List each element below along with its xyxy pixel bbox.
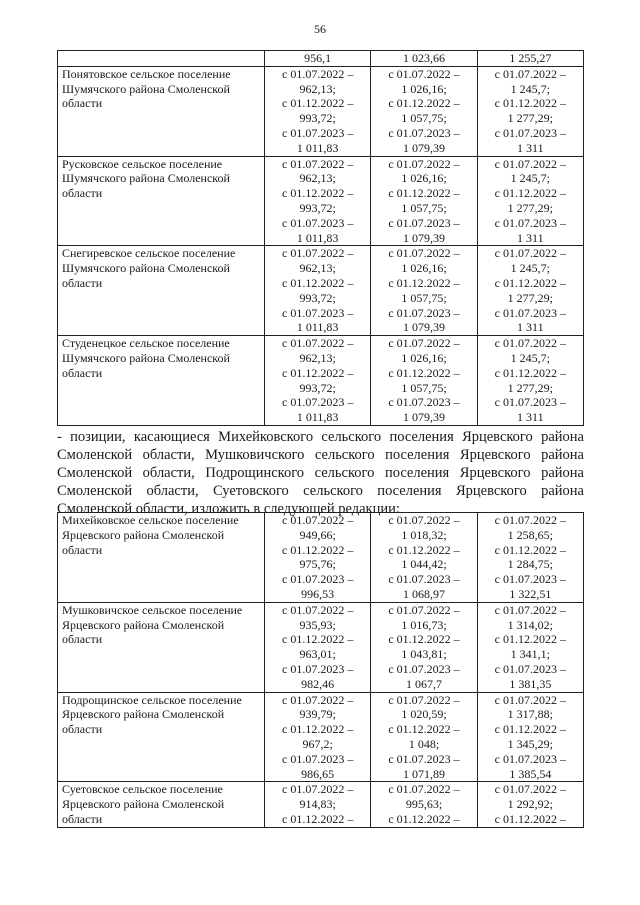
tariff-cell <box>265 246 371 336</box>
tariff-line: с 01.07.2022 – <box>282 156 354 171</box>
tariff-line: 1 057,75; <box>401 111 447 126</box>
tariff-line: 1 079,39 <box>402 410 445 425</box>
tariff-line: 1 043,81; <box>401 647 447 662</box>
table-cell: 956,1 <box>265 51 371 67</box>
table-row <box>58 336 584 426</box>
tariff-line: с 01.07.2023 – <box>494 305 566 320</box>
instruction-paragraph: - позиции, касающиеся Михейковского сельского поселения Ярцевского района Смоленской области, Мушковичского сельского поселения Ярцевского района Смоленской области, Подрощинского сельского поселения Ярцевского района Смоленской области, Суетовского сельского поселения Ярцевского района Смоленской области, изложить в следующей редакции: <box>57 429 584 517</box>
tariff-line: 1 079,39 <box>402 140 445 155</box>
tariff-line: 962,13; <box>299 350 336 365</box>
settlement-name: Русковское сельское поселение Шумячского района Смоленской области <box>58 156 265 246</box>
tariff-line: с 01.07.2023 – <box>282 395 354 410</box>
table-row <box>58 66 584 156</box>
tariff-line: 1 317,88; <box>507 707 553 722</box>
tariff-line: 986,65 <box>301 766 335 781</box>
tariff-line: 1 016,73; <box>401 617 447 632</box>
tariff-cell <box>477 336 583 426</box>
tariff-line: 962,13; <box>299 261 336 276</box>
tariff-line: с 01.07.2022 – <box>282 602 354 617</box>
tariff-line: с 01.12.2022 – <box>494 275 566 290</box>
tariff-line: с 01.07.2022 – <box>388 336 460 351</box>
tariff-line: с 01.07.2022 – <box>388 66 460 81</box>
tariff-line: 1 322,51 <box>509 586 552 601</box>
table-row <box>58 602 584 692</box>
tariff-line: 993,72; <box>299 111 336 126</box>
tariff-line: 1 258,65; <box>507 527 553 542</box>
tariff-line: с 01.07.2022 – <box>494 692 566 707</box>
tariff-line: с 01.07.2023 – <box>282 572 354 587</box>
tariff-line: с 01.12.2022 – <box>494 811 566 826</box>
tariff-line: с 01.12.2022 – <box>388 365 460 380</box>
tariff-line: 1 011,83 <box>296 320 339 335</box>
tariff-line: с 01.07.2022 – <box>494 156 566 171</box>
tariff-line: с 01.07.2022 – <box>494 246 566 261</box>
tariff-cell <box>265 66 371 156</box>
tariff-line: с 01.12.2022 – <box>388 275 460 290</box>
tariff-line: с 01.12.2022 – <box>388 96 460 111</box>
tariff-line: с 01.12.2022 – <box>282 186 354 201</box>
table-row <box>58 246 584 336</box>
tariff-line: с 01.07.2023 – <box>388 125 460 140</box>
tariff-line: 1 026,16; <box>401 261 447 276</box>
tariff-line: 939,79; <box>299 707 336 722</box>
tariff-line: 982,46 <box>301 676 335 691</box>
tariff-table-yartsevsky <box>57 512 584 828</box>
tariff-line: с 01.07.2023 – <box>494 125 566 140</box>
tariff-line: с 01.07.2023 – <box>494 661 566 676</box>
tariff-line: с 01.12.2022 – <box>494 722 566 737</box>
tariff-line: 962,13; <box>299 171 336 186</box>
tariff-line: 1 020,59; <box>401 707 447 722</box>
tariff-line: с 01.12.2022 – <box>494 632 566 647</box>
tariff-line: с 01.12.2022 – <box>388 811 460 826</box>
tariff-line: с 01.07.2022 – <box>494 513 566 527</box>
tariff-line: 1 345,29; <box>507 736 553 751</box>
tariff-line: с 01.07.2023 – <box>388 572 460 587</box>
tariff-line: 1 311 <box>517 230 544 245</box>
tariff-line: с 01.12.2022 – <box>282 96 354 111</box>
table-row <box>58 513 584 603</box>
tariff-line: с 01.12.2022 – <box>388 186 460 201</box>
tariff-line: с 01.07.2022 – <box>388 602 460 617</box>
tariff-line: с 01.12.2022 – <box>388 542 460 557</box>
tariff-line: с 01.07.2022 – <box>282 246 354 261</box>
tariff-line: с 01.12.2022 – <box>282 722 354 737</box>
tariff-cell <box>371 692 477 782</box>
tariff-line: 1 292,92; <box>507 797 553 812</box>
tariff-line: 1 068,97 <box>402 586 445 601</box>
tariff-line: 1 341,1; <box>510 647 550 662</box>
tariff-line: 1 079,39 <box>402 320 445 335</box>
tariff-line: с 01.07.2022 – <box>388 782 460 797</box>
table-row <box>58 156 584 246</box>
tariff-line: 1 277,29; <box>507 380 553 395</box>
tariff-line: с 01.07.2023 – <box>282 305 354 320</box>
tariff-line: 1 057,75; <box>401 380 447 395</box>
tariff-cell <box>265 782 371 827</box>
tariff-line: 975,76; <box>299 557 336 572</box>
tariff-line: 949,66; <box>299 527 336 542</box>
tariff-line: с 01.12.2022 – <box>388 722 460 737</box>
tariff-line: с 01.07.2023 – <box>494 395 566 410</box>
tariff-cell <box>477 246 583 336</box>
tariff-cell <box>265 692 371 782</box>
tariff-cell <box>371 513 477 603</box>
tariff-line: 1 026,16; <box>401 171 447 186</box>
tariff-line: с 01.07.2023 – <box>388 395 460 410</box>
settlement-name: Мушковичское сельское поселение Ярцевского района Смоленской области <box>58 602 265 692</box>
tariff-line: 1 311 <box>517 140 544 155</box>
tariff-cell <box>477 782 583 827</box>
tariff-line: с 01.07.2023 – <box>388 305 460 320</box>
settlement-name: Снегиревское сельское поселение Шумячского района Смоленской области <box>58 246 265 336</box>
tariff-line: 993,72; <box>299 290 336 305</box>
settlement-name: Подрощинское сельское поселение Ярцевского района Смоленской области <box>58 692 265 782</box>
tariff-line: 1 057,75; <box>401 200 447 215</box>
settlement-name: Студенецкое сельское поселение Шумячского района Смоленской области <box>58 336 265 426</box>
tariff-line: с 01.07.2023 – <box>282 751 354 766</box>
tariff-line: 1 018,32; <box>401 527 447 542</box>
table-row-continued <box>58 51 584 67</box>
table-cell-empty <box>58 51 265 67</box>
page-number: 56 <box>314 22 326 36</box>
tariff-cell <box>371 246 477 336</box>
tariff-cell <box>371 336 477 426</box>
tariff-line: с 01.12.2022 – <box>494 542 566 557</box>
tariff-line: 1 048; <box>408 736 440 751</box>
tariff-line: 1 277,29; <box>507 290 553 305</box>
settlement-name: Суетовское сельское поселение Ярцевского района Смоленской области <box>58 782 265 827</box>
tariff-line: с 01.07.2022 – <box>282 336 354 351</box>
tariff-cell <box>265 156 371 246</box>
tariff-cell <box>477 513 583 603</box>
tariff-line: с 01.07.2022 – <box>282 782 354 797</box>
settlement-name: Понятовское сельское поселение Шумячского района Смоленской области <box>58 66 265 156</box>
tariff-line: с 01.07.2022 – <box>494 602 566 617</box>
tariff-line: с 01.07.2022 – <box>494 782 566 797</box>
tariff-line: 914,83; <box>299 797 336 812</box>
tariff-line: 1 026,16; <box>401 350 447 365</box>
settlement-name: Михейковское сельское поселение Ярцевского района Смоленской области <box>58 513 265 603</box>
tariff-line: с 01.12.2022 – <box>282 542 354 557</box>
tariff-line: с 01.07.2023 – <box>282 125 354 140</box>
tariff-cell <box>265 602 371 692</box>
tariff-line: с 01.12.2022 – <box>282 275 354 290</box>
tariff-table-shumyachsky <box>57 50 584 426</box>
tariff-line: 1 277,29; <box>507 200 553 215</box>
tariff-line: с 01.07.2023 – <box>494 215 566 230</box>
tariff-line: с 01.07.2023 – <box>494 572 566 587</box>
tariff-line: с 01.07.2023 – <box>494 751 566 766</box>
tariff-line: 1 311 <box>517 320 544 335</box>
tariff-line: 1 011,83 <box>296 410 339 425</box>
tariff-line: 1 245,7; <box>510 261 550 276</box>
tariff-line: с 01.07.2022 – <box>282 66 354 81</box>
tariff-line: 1 044,42; <box>401 557 447 572</box>
tariff-line: с 01.07.2023 – <box>282 661 354 676</box>
table-cell: 1 255,27 <box>477 51 583 67</box>
tariff-line: с 01.07.2022 – <box>388 246 460 261</box>
tariff-line: 967,2; <box>302 736 333 751</box>
tariff-line: 962,13; <box>299 81 336 96</box>
tariff-line: с 01.07.2023 – <box>388 751 460 766</box>
tariff-line: 1 245,7; <box>510 171 550 186</box>
tariff-line: 1 277,29; <box>507 111 553 126</box>
tariff-line: с 01.07.2023 – <box>388 215 460 230</box>
tariff-line: 1 057,75; <box>401 290 447 305</box>
tariff-line: с 01.07.2022 – <box>388 156 460 171</box>
tariff-line: 993,72; <box>299 200 336 215</box>
tariff-cell <box>371 602 477 692</box>
tariff-line: с 01.12.2022 – <box>494 96 566 111</box>
table-row <box>58 692 584 782</box>
tariff-line: с 01.12.2022 – <box>282 365 354 380</box>
tariff-line: 1 314,02; <box>507 617 553 632</box>
table-row <box>58 782 584 827</box>
tariff-cell <box>477 66 583 156</box>
tariff-line: с 01.07.2022 – <box>282 692 354 707</box>
tariff-line: с 01.07.2022 – <box>388 692 460 707</box>
tariff-line: 1 245,7; <box>510 350 550 365</box>
tariff-line: 1 011,83 <box>296 230 339 245</box>
tariff-line: с 01.12.2022 – <box>282 632 354 647</box>
tariff-line: с 01.07.2022 – <box>494 336 566 351</box>
tariff-line: 1 385,54 <box>509 766 552 781</box>
tariff-line: 1 011,83 <box>296 140 339 155</box>
tariff-line: 1 067,7 <box>405 676 442 691</box>
tariff-cell <box>265 513 371 603</box>
tariff-line: 1 071,89 <box>402 766 445 781</box>
tariff-line: 963,01; <box>299 647 336 662</box>
tariff-line: с 01.12.2022 – <box>282 811 354 826</box>
tariff-line: 1 245,7; <box>510 81 550 96</box>
tariff-cell <box>477 602 583 692</box>
tariff-line: с 01.07.2023 – <box>388 661 460 676</box>
tariff-cell <box>371 782 477 827</box>
tariff-line: 1 026,16; <box>401 81 447 96</box>
tariff-line: с 01.07.2022 – <box>494 66 566 81</box>
tariff-line: 995,63; <box>405 797 443 812</box>
tariff-line: с 01.12.2022 – <box>388 632 460 647</box>
tariff-cell <box>477 692 583 782</box>
tariff-line: 1 079,39 <box>402 230 445 245</box>
tariff-line: 996,53 <box>301 586 335 601</box>
tariff-line: с 01.12.2022 – <box>494 365 566 380</box>
tariff-line: с 01.07.2022 – <box>388 513 460 527</box>
tariff-line: 1 284,75; <box>507 557 553 572</box>
tariff-line: с 01.07.2023 – <box>282 215 354 230</box>
tariff-line: 993,72; <box>299 380 336 395</box>
tariff-line: 1 381,35 <box>509 676 552 691</box>
tariff-cell <box>371 66 477 156</box>
tariff-cell <box>371 156 477 246</box>
table-cell: 1 023,66 <box>371 51 477 67</box>
tariff-cell <box>265 336 371 426</box>
tariff-cell <box>477 156 583 246</box>
tariff-line: с 01.07.2022 – <box>282 513 354 527</box>
tariff-line: с 01.12.2022 – <box>494 186 566 201</box>
tariff-line: 935,93; <box>299 617 336 632</box>
tariff-line: 1 311 <box>517 410 544 425</box>
